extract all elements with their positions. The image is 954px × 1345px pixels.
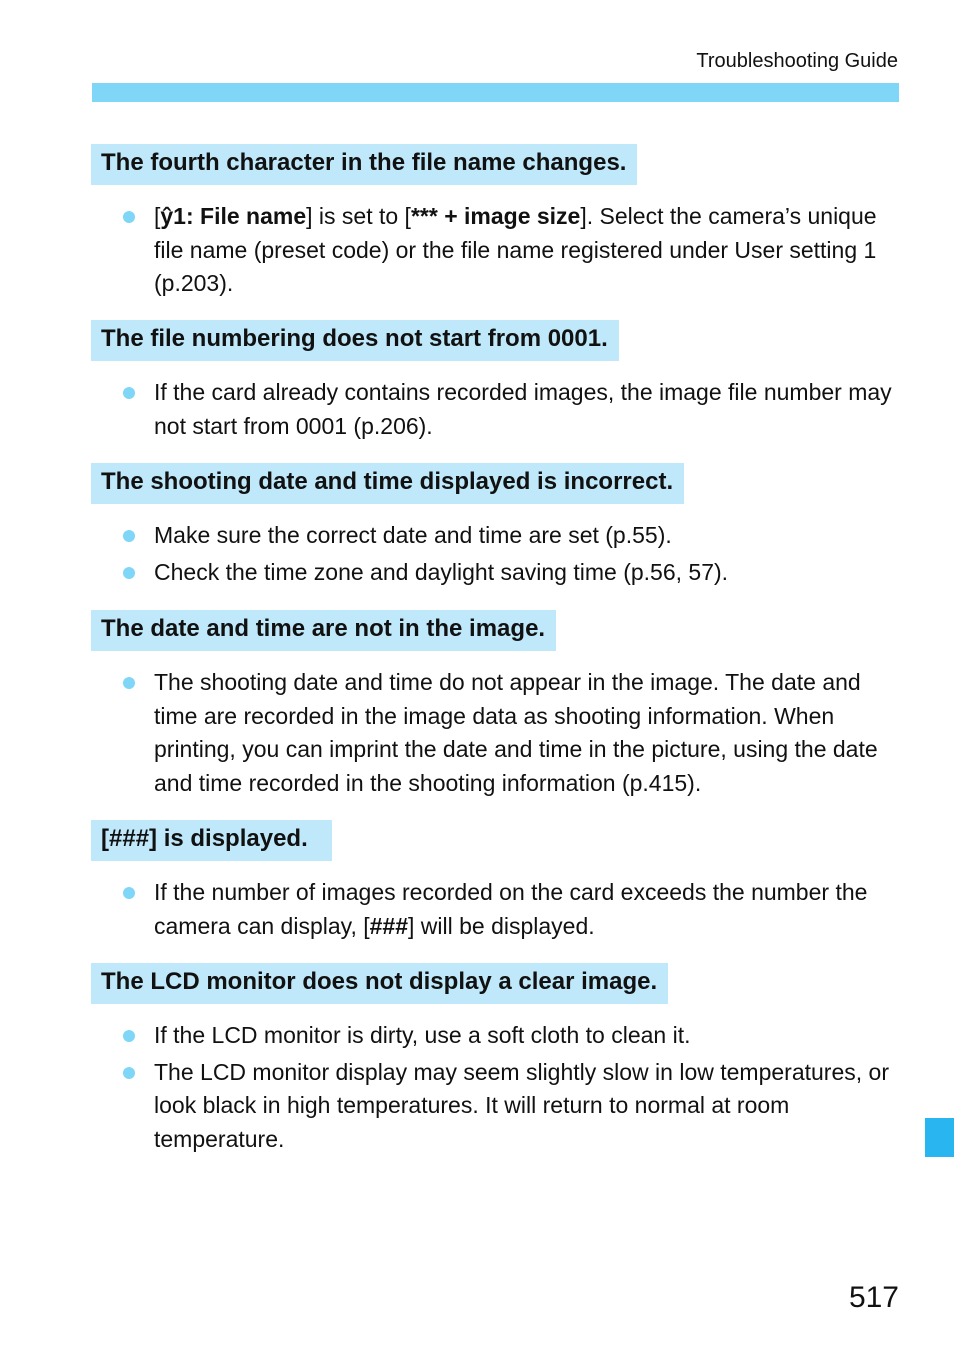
bullet-text: The shooting date and time do not appear in the image. The date and time are recorded in the image data as shooting information. When printing, you can imprint the date and time in the picture, using the date and time recorded in the shooting information (p.415). bbox=[154, 669, 878, 796]
bullet-dot-icon bbox=[123, 211, 135, 223]
bullet-dot-icon bbox=[123, 1067, 135, 1079]
section-date-not-in-image bbox=[91, 610, 901, 800]
text-run: ] will be displayed. bbox=[408, 912, 595, 939]
bullet-dot-icon bbox=[123, 530, 135, 542]
bullet-dot-icon bbox=[123, 387, 135, 399]
text-run: ] is set to [ bbox=[306, 203, 411, 229]
bullet-list bbox=[91, 666, 901, 800]
section-heading: The date and time are not in the image. bbox=[91, 610, 556, 651]
section-hash-displayed bbox=[91, 820, 901, 943]
section-heading: The file numbering does not start from 0001. bbox=[91, 320, 619, 361]
bullet-item bbox=[91, 876, 901, 943]
bullet-item bbox=[91, 1019, 901, 1053]
bullet-item bbox=[91, 519, 901, 553]
bullet-list bbox=[91, 1019, 901, 1156]
section-file-name-character bbox=[91, 144, 901, 301]
bullet-dot-icon bbox=[123, 677, 135, 689]
bullet-item bbox=[91, 556, 901, 590]
bullet-item bbox=[91, 1056, 901, 1157]
setting-value: *** + image size bbox=[410, 203, 581, 229]
display-symbol: ### bbox=[369, 912, 408, 939]
section-heading: The fourth character in the file name changes. bbox=[91, 144, 637, 185]
bullet-text: Make sure the correct date and time are set (p.55). bbox=[154, 522, 672, 548]
section-date-time-incorrect bbox=[91, 463, 901, 589]
bullet-dot-icon bbox=[123, 1030, 135, 1042]
text-run: If the number of images recorded on the card exceeds the number the camera can display, [ bbox=[154, 879, 868, 939]
bullet-text bbox=[154, 203, 877, 296]
section-heading: The shooting date and time displayed is incorrect. bbox=[91, 463, 684, 504]
bullet-text: If the card already contains recorded images, the image file number may not start from 0001 (p.206). bbox=[154, 379, 892, 439]
bullet-item bbox=[91, 200, 901, 301]
bullet-dot-icon bbox=[123, 887, 135, 899]
bullet-item bbox=[91, 666, 901, 800]
bullet-list bbox=[91, 876, 901, 943]
bullet-item bbox=[91, 376, 901, 443]
text-run: [ bbox=[154, 203, 161, 229]
section-heading: The LCD monitor does not display a clear image. bbox=[91, 963, 668, 1004]
header-accent-bar bbox=[92, 83, 899, 102]
bullet-text: Check the time zone and daylight saving time (p.56, 57). bbox=[154, 558, 729, 585]
bullet-list bbox=[91, 376, 901, 443]
section-heading: [###] is displayed. bbox=[91, 820, 332, 861]
bullet-dot-icon bbox=[123, 567, 135, 579]
bullet-text bbox=[154, 879, 867, 939]
section-lcd-monitor bbox=[91, 963, 901, 1156]
bullet-list bbox=[91, 200, 901, 301]
chapter-tab bbox=[925, 1118, 954, 1157]
text-run: ]. Select the camera’s unique file name (preset code) or the file name registered under User setting 1 (p.203). bbox=[154, 203, 877, 296]
bullet-text: The LCD monitor display may seem slightly slow in low temperatures, or look black in high temperatures. It will return to normal at room temperature. bbox=[154, 1058, 889, 1152]
section-title: Troubleshooting Guide bbox=[696, 50, 898, 72]
page-number: 517 bbox=[848, 1281, 899, 1314]
section-file-numbering bbox=[91, 320, 901, 443]
bullet-text: If the LCD monitor is dirty, use a soft cloth to clean it. bbox=[154, 1022, 691, 1048]
bullet-list bbox=[91, 519, 901, 589]
menu-setting-name: ŷ1: File name bbox=[160, 203, 307, 229]
